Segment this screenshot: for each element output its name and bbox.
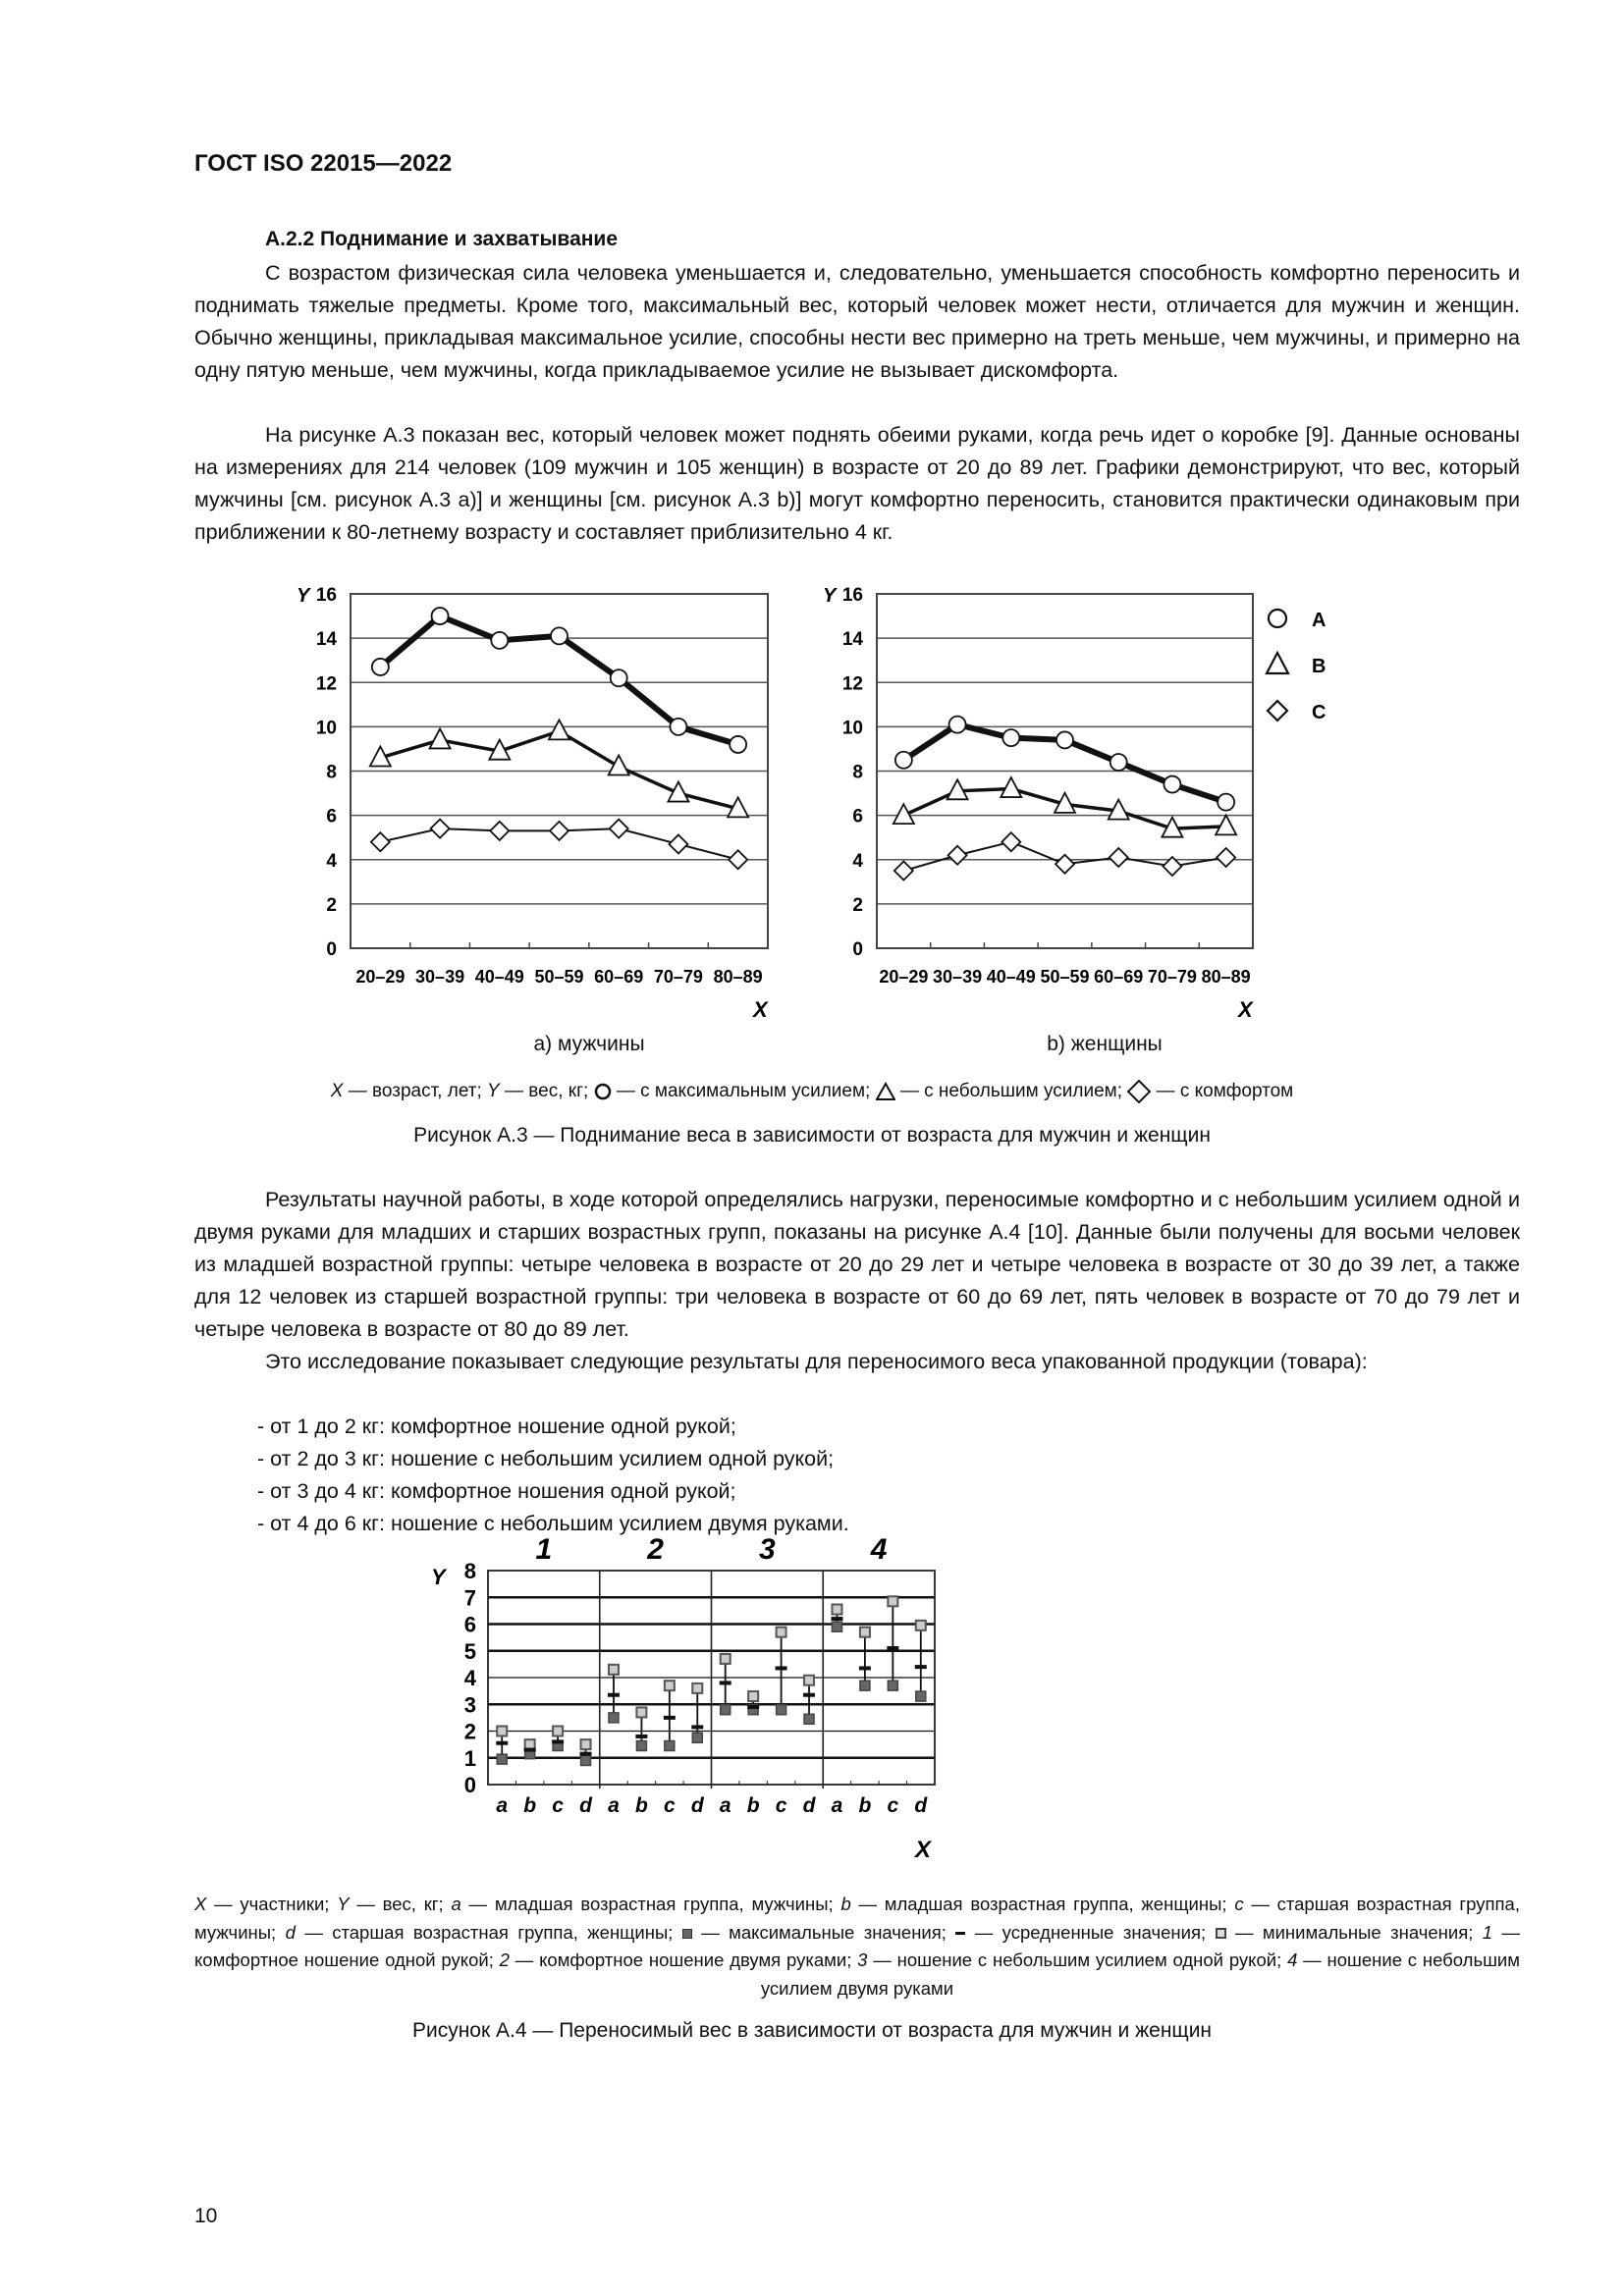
legend-text: c <box>1234 1894 1244 1914</box>
x-tick-label: a <box>719 1794 731 1817</box>
legend-text: — старшая возрастная группа, мужчины; <box>194 1894 1520 1943</box>
x-tick-label: b <box>746 1794 760 1817</box>
figure-a4-legend <box>194 1891 1520 2002</box>
max-marker <box>665 1681 675 1690</box>
legend-y: Y <box>487 1081 500 1102</box>
legend-text: — ношение с небольшим усилием двумя руками <box>760 1949 1520 1999</box>
y-tick-label: 14 <box>315 629 337 651</box>
legend-text: — усредненные значения; <box>965 1921 1216 1943</box>
max-value-icon <box>682 1929 692 1939</box>
x-tick-label: d <box>579 1794 592 1817</box>
y-tick-label: 5 <box>463 1638 476 1664</box>
legend-label-B: B <box>1312 656 1326 677</box>
section-heading: А.2.2 Поднимание и захватывание <box>265 228 619 250</box>
y-tick-label: 6 <box>463 1612 476 1637</box>
legend-text: 2 <box>499 1949 510 1970</box>
legend-text: a <box>451 1894 461 1914</box>
paragraph-1: С возрастом физическая сила человека уменьшается и, следовательно, уменьшается способность комфортно переносить и поднимать тяжелые предметы. Кроме того, максимальный вес, который человек может нести, отличается для мужчин и женщин. Обычно женщины, прикладывая максимальное усилие, способны нести вес примерно на треть меньше, чем мужчины, и примерно на одну пятую меньше, чем мужчины, когда прикладываемое усилие не вызывает дискомфорта. <box>194 261 1520 382</box>
y-tick-label: 8 <box>326 762 337 783</box>
paragraph-3: Результаты научной работы, в ходе которой определялись нагрузки, переносимые комфортно и с небольшим усилием одной и двумя руками для младших и старших возрастных групп, показаны на рисунке А.4 [10]. Данные были получены для восьми человек из младшей возрастной группы: четыре человека в возрасте от 20 до 29 лет и четыре человека в возрасте от 30 до 39 лет, а также для 12 человек из старшей возрастной группы: три человека в возрасте от 60 до 69 лет, пять человек в возрасте от 70 до 79 лет и четыре человека в возрасте от 80 до 89 лет. <box>194 1188 1520 1341</box>
mean-marker <box>803 1693 815 1697</box>
x-tick-label: b <box>523 1794 537 1817</box>
y-tick-label: 0 <box>852 939 863 960</box>
legend-text: 1 <box>1482 1921 1493 1943</box>
y-tick-label: 10 <box>315 718 337 739</box>
max-marker <box>804 1676 814 1685</box>
group-label: 1 <box>535 1533 553 1566</box>
max-marker <box>497 1727 507 1736</box>
legend-text: — вес, кг; <box>349 1894 452 1914</box>
legend-text: — участники; <box>206 1894 338 1914</box>
x-tick-label: 70–79 <box>653 967 703 987</box>
mean-marker <box>664 1716 676 1720</box>
mean-marker <box>608 1693 620 1697</box>
x-tick-label: c <box>552 1794 564 1817</box>
group-label: 3 <box>759 1533 776 1566</box>
mean-marker <box>859 1666 871 1670</box>
y-tick-label: 2 <box>326 894 337 916</box>
y-tick-label: 16 <box>841 585 863 606</box>
subcaption-b: b) женщины <box>1047 1033 1163 1055</box>
legend-x-text: — возраст, лет; <box>343 1081 488 1102</box>
mean-marker <box>831 1617 842 1621</box>
y-tick-label: 8 <box>852 762 863 783</box>
min-marker <box>916 1691 926 1701</box>
mean-marker <box>524 1748 536 1752</box>
y-tick-label: 14 <box>841 629 863 651</box>
figure-a3-caption: Рисунок А.3 — Поднимание веса в зависимости от возраста для мужчин и женщин <box>413 1124 1211 1147</box>
mean-marker <box>496 1741 508 1745</box>
min-marker <box>860 1681 870 1690</box>
group-label: 4 <box>870 1533 888 1566</box>
y-axis-label: Y <box>431 1565 446 1589</box>
y-tick-label: 12 <box>841 673 863 695</box>
x-tick-label: a <box>831 1794 843 1817</box>
legend-text: — минимальные значения; <box>1225 1921 1483 1943</box>
list-item: - от 1 до 2 кг: комфортное ношение одной рукой; <box>257 1415 736 1438</box>
max-marker <box>888 1596 897 1606</box>
group-label: 2 <box>647 1533 664 1566</box>
y-axis-label: Y <box>297 585 310 607</box>
max-marker <box>609 1665 619 1675</box>
legend-text: — младшая возрастная группа, женщины; <box>850 1894 1235 1914</box>
max-marker <box>832 1605 841 1615</box>
min-marker <box>804 1714 814 1724</box>
legend-text: Y <box>337 1894 350 1914</box>
mean-value-icon <box>955 1932 965 1935</box>
min-marker <box>609 1713 619 1723</box>
page-number: 10 <box>194 2205 218 2227</box>
x-tick-label: 70–79 <box>1147 967 1197 987</box>
max-marker <box>748 1691 758 1701</box>
document-header: ГОСТ ISO 22015—2022 <box>194 150 453 177</box>
min-marker <box>581 1755 591 1765</box>
y-tick-label: 2 <box>852 894 863 916</box>
y-tick-label: 12 <box>315 673 337 695</box>
x-tick-label: c <box>887 1794 899 1817</box>
list-item: - от 3 до 4 кг: комфортное ношения одной рукой; <box>257 1479 736 1503</box>
min-marker <box>888 1681 897 1690</box>
legend-x: X <box>330 1081 344 1102</box>
x-tick-label: b <box>858 1794 872 1817</box>
legend-label-C: C <box>1312 702 1326 723</box>
x-tick-label: 40–49 <box>986 967 1036 987</box>
max-marker <box>721 1654 731 1664</box>
min-marker <box>636 1740 646 1750</box>
legend-y-text: — вес, кг; <box>499 1081 594 1102</box>
y-tick-label: 0 <box>326 939 337 960</box>
x-axis-label: X <box>753 997 768 1022</box>
x-tick-label: 20–29 <box>879 967 929 987</box>
legend-text: 3 <box>857 1949 868 1970</box>
mean-marker <box>776 1666 787 1670</box>
max-marker <box>860 1628 870 1637</box>
y-tick-label: 6 <box>852 806 863 828</box>
legend-text: d <box>285 1921 296 1943</box>
x-axis-label: X <box>1238 997 1253 1022</box>
y-tick-label: 4 <box>852 850 863 872</box>
x-tick-label: a <box>496 1794 509 1817</box>
y-tick-label: 0 <box>463 1773 476 1797</box>
figure-a4-caption: Рисунок А.4 — Переносимый вес в зависимости от возраста для мужчин и женщин <box>411 2019 1213 2042</box>
legend-text: 4 <box>1287 1949 1298 1970</box>
mean-marker <box>552 1739 564 1743</box>
mean-marker <box>747 1705 759 1709</box>
x-tick-label: 40–49 <box>474 967 524 987</box>
legend-text: — старшая возрастная группа, женщины; <box>295 1921 682 1943</box>
x-tick-label: 30–39 <box>933 967 983 987</box>
min-marker <box>692 1733 702 1742</box>
x-axis-label: X <box>915 1837 932 1863</box>
y-tick-label: 6 <box>326 806 337 828</box>
min-marker <box>665 1740 675 1750</box>
mean-marker <box>720 1681 731 1684</box>
paragraph-4: Это исследование показывает следующие результаты для переносимого веса упакованной продукции (товара): <box>265 1350 1368 1373</box>
legend-label-A: A <box>1312 610 1326 631</box>
mean-marker <box>635 1735 647 1738</box>
legend-text: — младшая возрастная группа, мужчины; <box>460 1894 841 1914</box>
y-axis-label: Y <box>823 585 837 607</box>
max-marker <box>916 1621 926 1630</box>
max-marker <box>553 1727 563 1736</box>
x-tick-label: c <box>775 1794 787 1817</box>
min-marker <box>721 1705 731 1715</box>
y-tick-label: 1 <box>463 1745 476 1771</box>
min-marker <box>832 1622 841 1631</box>
list-item: - от 2 до 3 кг: ношение с небольшим усилием одной рукой; <box>257 1447 835 1470</box>
x-tick-label: d <box>802 1794 816 1817</box>
mean-marker <box>691 1725 703 1729</box>
min-marker <box>497 1754 507 1764</box>
legend-text: — комфортное ношение двумя руками; <box>509 1949 858 1970</box>
max-marker <box>636 1707 646 1717</box>
mean-marker <box>915 1665 927 1669</box>
x-tick-label: a <box>608 1794 620 1817</box>
max-marker <box>692 1683 702 1693</box>
mean-marker <box>580 1752 592 1756</box>
x-tick-label: b <box>634 1794 648 1817</box>
max-marker <box>777 1628 786 1637</box>
min-marker <box>777 1705 786 1715</box>
x-tick-label: 80–89 <box>713 967 763 987</box>
x-tick-label: d <box>914 1794 928 1817</box>
paragraph-2: На рисунке А.3 показан вес, который человек может поднять обеими руками, когда речь идет о коробке [9]. Данные основаны на измерениях для 214 человек (109 мужчин и 105 женщин) в возрасте от 20 до 89 лет. Графики демонстрируют, что вес, который мужчины [см. рисунок А.3 а)] и женщины [см. рисунок А.3 b)] могут комфортно переносить, становится практически одинаковым при приближении к 80-летнему возрасту и составляет приблизительно 4 кг. <box>194 423 1520 544</box>
legend-text: — комфортное ношение одной рукой; <box>194 1921 1520 1970</box>
legend-b-text: — с небольшим усилием; <box>894 1081 1128 1102</box>
x-tick-label: 60–69 <box>594 967 644 987</box>
y-tick-label: 8 <box>463 1559 476 1583</box>
x-tick-label: d <box>690 1794 704 1817</box>
max-marker <box>581 1739 591 1749</box>
mean-marker <box>887 1646 898 1650</box>
legend-c-text: — с комфортом <box>1151 1081 1294 1102</box>
list-item: - от 4 до 6 кг: ношение с небольшим усилием двумя руками. <box>257 1512 849 1535</box>
min-value-icon <box>1216 1928 1226 1939</box>
y-tick-label: 4 <box>463 1666 476 1690</box>
x-tick-label: 30–39 <box>415 967 465 987</box>
y-tick-label: 16 <box>315 585 337 606</box>
x-tick-label: 80–89 <box>1201 967 1251 987</box>
legend-text: — ношение с небольшим усилием одной рукой; <box>867 1949 1288 1970</box>
y-tick-label: 7 <box>463 1585 476 1611</box>
x-tick-label: 50–59 <box>534 967 584 987</box>
y-tick-label: 2 <box>463 1719 476 1744</box>
legend-text: — максимальные значения; <box>691 1921 956 1943</box>
subcaption-a: а) мужчины <box>533 1033 645 1055</box>
y-tick-label: 3 <box>463 1692 476 1718</box>
x-tick-label: c <box>664 1794 676 1817</box>
y-tick-label: 10 <box>841 718 863 739</box>
y-tick-label: 4 <box>326 850 337 872</box>
x-tick-label: 20–29 <box>355 967 406 987</box>
x-tick-label: 50–59 <box>1040 967 1090 987</box>
legend-text: X <box>194 1894 207 1914</box>
x-tick-label: 60–69 <box>1094 967 1144 987</box>
legend-text: b <box>840 1894 851 1914</box>
legend-a-text: — с максимальным усилием; <box>611 1081 876 1102</box>
